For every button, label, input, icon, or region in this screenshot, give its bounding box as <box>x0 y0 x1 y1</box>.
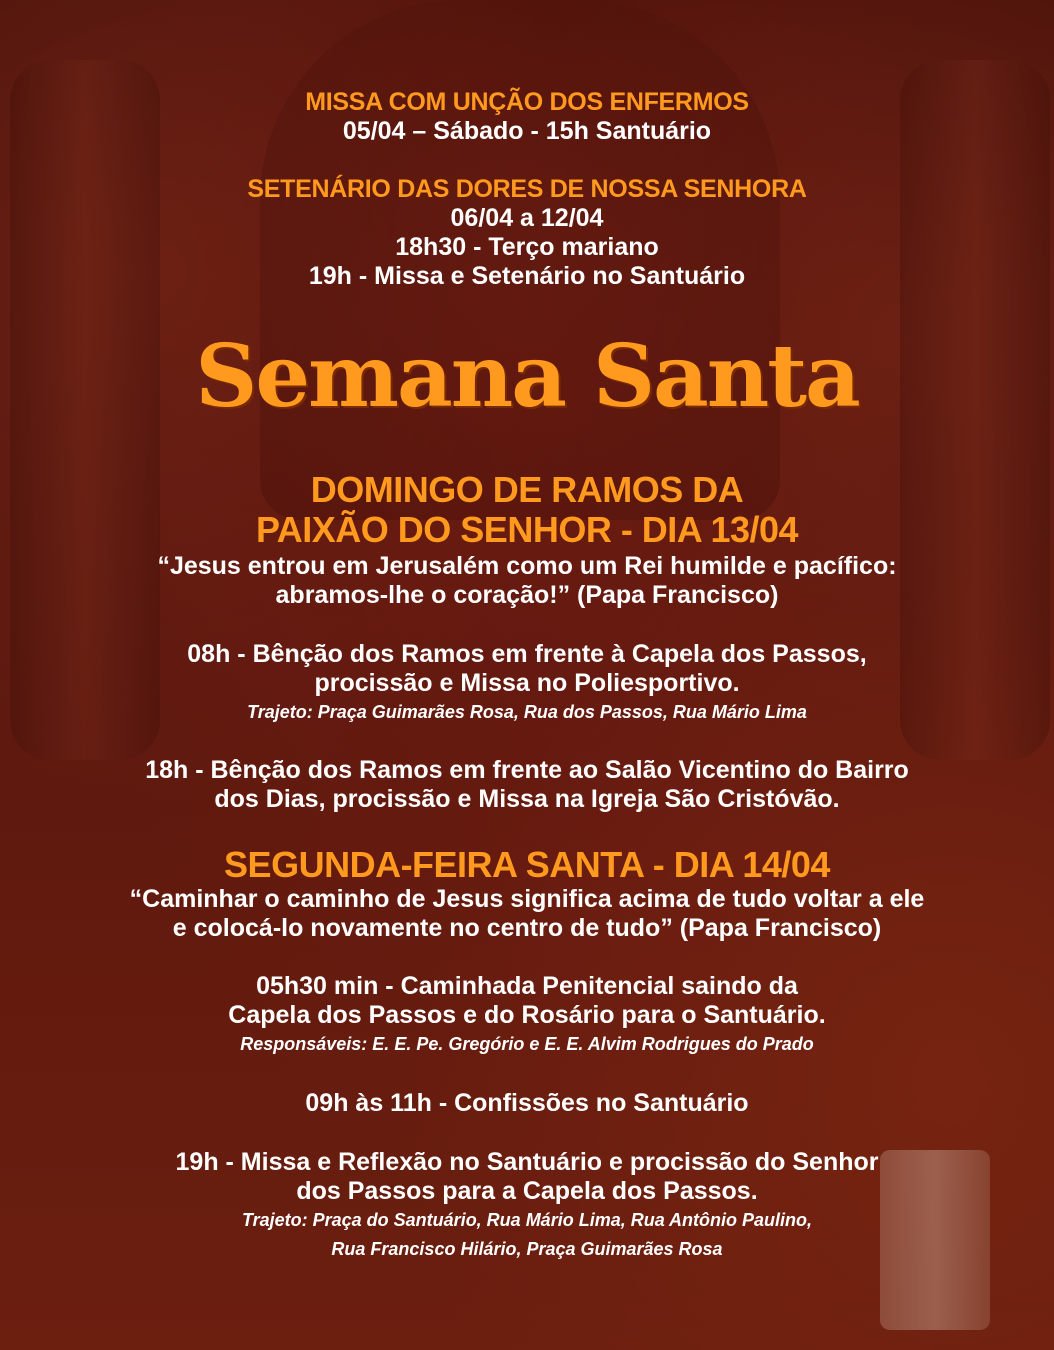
event-text: dos Dias, procissão e Missa na Igreja São Cristóvão. <box>214 785 840 813</box>
segunda-event-2 <box>0 1089 1054 1118</box>
setenario-section <box>0 175 1054 291</box>
segunda-heading: SEGUNDA-FEIRA SANTA - DIA 14/04 <box>224 844 830 885</box>
segunda-event-1 <box>0 972 1054 1059</box>
event-text: Capela dos Passos e do Rosário para o Santuário. <box>228 1001 826 1029</box>
domingo-quote: abramos-lhe o coração!” (Papa Francisco) <box>275 581 779 609</box>
setenario-line: 18h30 - Terço mariano <box>395 233 659 261</box>
page-title: Semana Santa <box>195 326 859 427</box>
event-text: procissão e Missa no Poliesportivo. <box>314 669 740 697</box>
setenario-heading: SETENÁRIO DAS DORES DE NOSSA SENHORA <box>247 175 807 203</box>
uncao-line: 05/04 – Sábado - 15h Santuário <box>342 117 712 145</box>
event-text: 19h - Missa e Reflexão no Santuário e procissão do Senhor <box>175 1148 879 1176</box>
domingo-event-1 <box>0 640 1054 727</box>
segunda-event-3 <box>0 1148 1054 1264</box>
uncao-section <box>0 88 1054 146</box>
event-note: Trajeto: Praça Guimarães Rosa, Rua dos Passos, Rua Mário Lima <box>247 702 807 722</box>
segunda-quote: e colocá-lo novamente no centro de tudo” (Papa Francisco) <box>172 914 882 942</box>
event-text: 18h - Bênção dos Ramos em frente ao Salão Vicentino do Bairro <box>145 756 909 784</box>
domingo-event-2 <box>0 756 1054 814</box>
event-text: 08h - Bênção dos Ramos em frente à Capela dos Passos, <box>187 640 867 668</box>
uncao-heading: MISSA COM UNÇÃO DOS ENFERMOS <box>305 88 749 116</box>
event-note: Rua Francisco Hilário, Praça Guimarães Rosa <box>331 1239 723 1259</box>
event-text: 05h30 min - Caminhada Penitencial saindo da <box>256 972 798 1000</box>
domingo-heading: PAIXÃO DO SENHOR - DIA 13/04 <box>255 509 799 550</box>
segunda-quote: “Caminhar o caminho de Jesus significa acima de tudo voltar a ele <box>129 885 925 913</box>
event-text: dos Passos para a Capela dos Passos. <box>296 1177 758 1205</box>
domingo-section <box>0 470 1054 610</box>
event-note: Trajeto: Praça do Santuário, Rua Mário Lima, Rua Antônio Paulino, <box>241 1210 813 1230</box>
setenario-line: 19h - Missa e Setenário no Santuário <box>308 262 746 290</box>
event-text: 09h às 11h - Confissões no Santuário <box>305 1089 749 1117</box>
segunda-section <box>0 845 1054 943</box>
event-note: Responsáveis: E. E. Pe. Gregório e E. E. Alvim Rodrigues do Prado <box>240 1034 814 1054</box>
domingo-quote: “Jesus entrou em Jerusalém como um Rei humilde e pacífico: <box>157 552 897 580</box>
setenario-line: 06/04 a 12/04 <box>450 204 604 232</box>
semana-santa-section <box>0 326 1054 427</box>
domingo-heading: DOMINGO DE RAMOS DA <box>310 469 744 510</box>
